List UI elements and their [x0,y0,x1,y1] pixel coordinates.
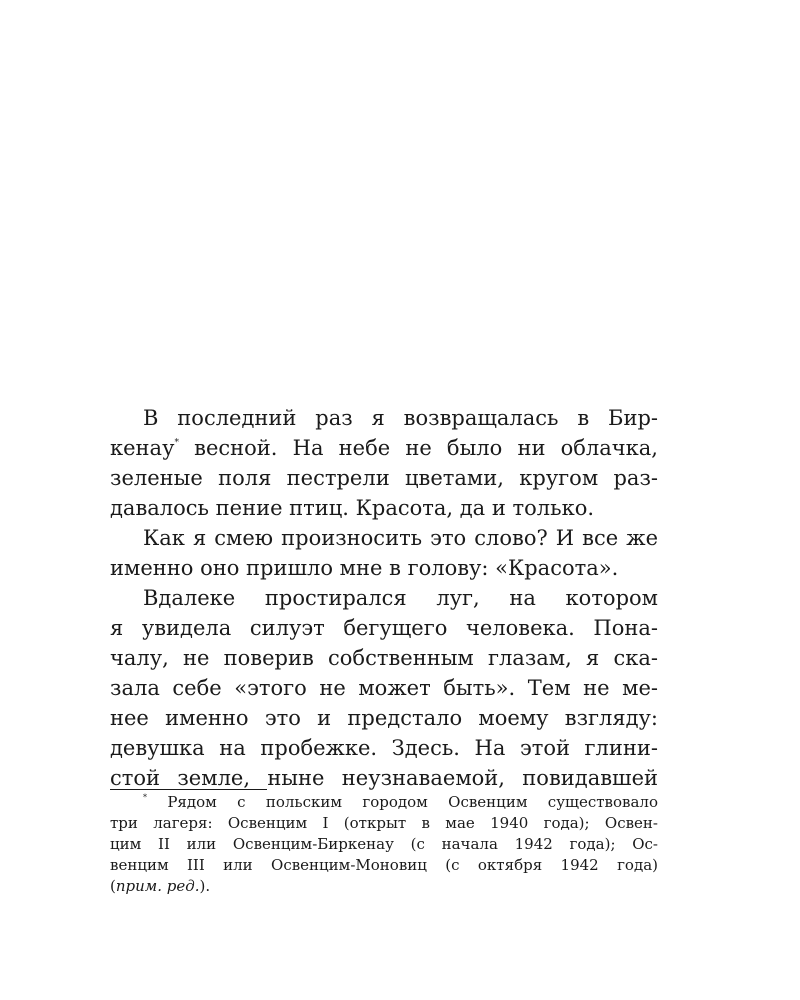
paragraph-3-line-3: чалу, не поверив собственным глазам, я ска- [110,646,658,670]
text-segment: ( [110,877,116,895]
footnote-line-1 [110,792,658,813]
paragraph-3-line-7: стой земле, ныне неузнаваемой, повидавшей [110,766,658,790]
paragraph-3-line-6: девушка на пробежке. Здесь. На этой глини- [110,736,658,760]
paragraph-1-line-3: зеленые поля пестрели цветами, кругом раз- [110,466,658,490]
footnote-divider [110,789,267,790]
editor-note-italic: прим. ред. [115,877,200,895]
paragraph-2-line-1: Как я смею произносить это слово? И все же [143,526,658,550]
text-segment: ). [199,877,211,895]
footnote [110,792,658,897]
footnote-line-2: три лагеря: Освенцим I (открыт в мае 1940 года); Освен- [110,814,658,832]
paragraph-1-line-4: давалось пение птиц. Красота, да и только. [110,496,595,520]
paragraph-2-line-2: именно оно пришло мне в голову: «Красота». [110,556,619,580]
main-text [110,403,658,793]
paragraph-3-line-4: зала себе «этого не может быть». Тем не ме- [110,676,658,700]
footnote-reference-mark: * [174,438,179,448]
text-segment: кенау [110,436,175,460]
footnote-line-5 [110,876,658,897]
footnote-line-4: венцим III или Освенцим-Моновиц (с октября 1942 года) [110,856,658,874]
text-segment: весной. На небе не было ни облачка, [178,436,658,460]
paragraph-1-line-2 [110,433,658,463]
paragraph-1-line-1: В последний раз я возвращалась в Бир- [143,406,658,430]
footnote-line-3: цим II или Освенцим-Биркенау (с начала 1942 года); Ос- [110,835,658,853]
paragraph-3-line-1: Вдалеке простирался луг, на котором [143,586,658,610]
paragraph-3-line-5: нее именно это и предстало моему взгляду: [110,706,658,730]
paragraph-3-line-2: я увидела силуэт бегущего человека. Пона- [110,616,658,640]
footnote-mark: * [143,793,147,802]
footnote-text: Рядом с польским городом Освенцим существовало [167,793,658,811]
